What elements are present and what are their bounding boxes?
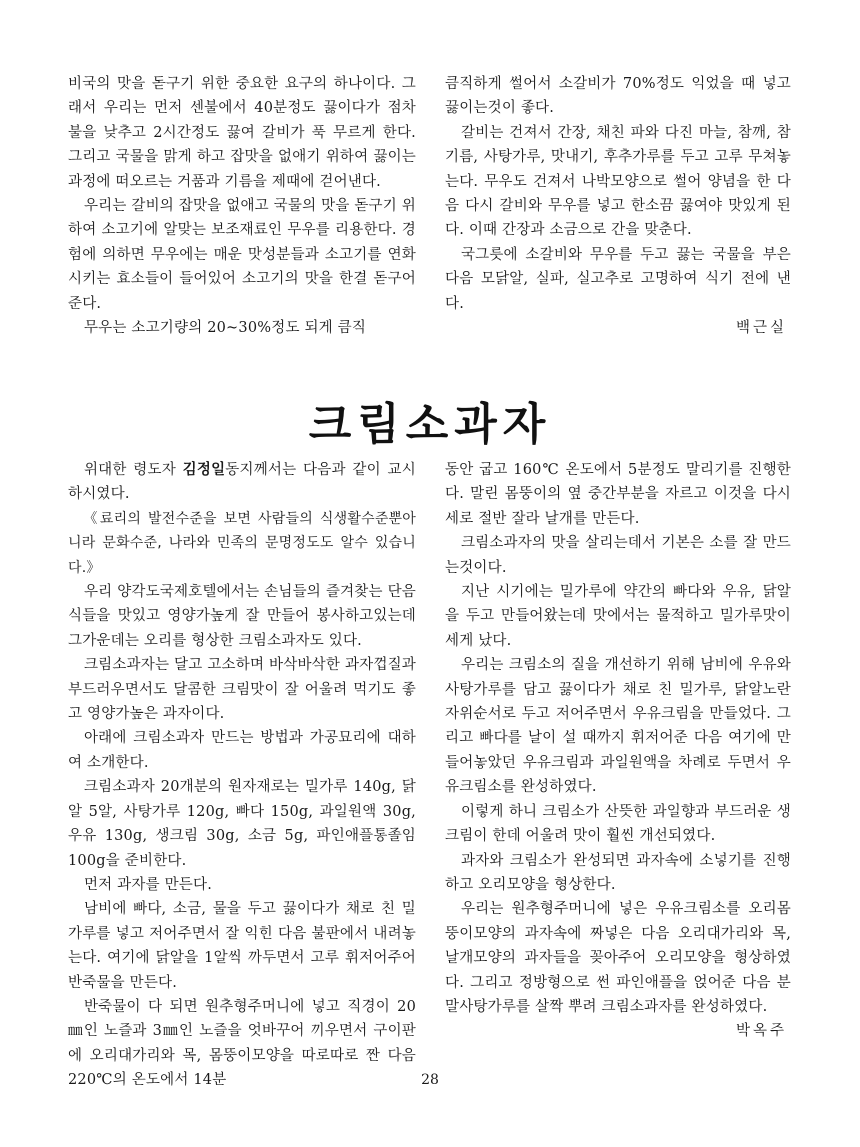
article1-left-column bbox=[68, 72, 416, 340]
paragraph: 비국의 맛을 돋구기 위한 중요한 요구의 하나이다. 그래서 우리는 먼저 센불에서 40분정도 끓이다가 점차 불을 낮추고 2시간정도 끓여 갈비가 푹 무르게 한다. 그리고 국물을 맑게 하고 잡맛을 없애기 위하여 끓이는 과정에 떠오르는 거품과 기름을 제때에 걷어낸다. bbox=[68, 76, 416, 190]
paragraph: 우리 양각도국제호텔에서는 손님들의 즐겨찾는 단음식들을 맛있고 영양가높게 잘 만들어 봉사하고있는데 그가운데는 오리를 형상한 크림소과자도 있다. bbox=[68, 584, 416, 649]
article2-right-column bbox=[445, 458, 791, 1044]
paragraph: 우리는 크림소의 질을 개선하기 위해 남비에 우유와 사탕가루를 담고 끓이다가 채로 친 밀가루, 닭알노란자위순서로 두고 저어주면서 우유크림을 만들었다. 그리고 빠다를 날이 설 때까지 휘저어준 다음 여기에 만들어놓았던 우유크림과 과일원액을 차례로 두면서 우유크림소를 완성하였다. bbox=[445, 657, 791, 796]
paragraph: 아래에 크림소과자 만드는 방법과 가공묘리에 대하여 소개한다. bbox=[68, 730, 416, 771]
article2-title: 크림소과자 bbox=[308, 399, 552, 450]
paragraph: 반죽물이 다 되면 원추형주머니에 넣고 직경이 20㎜인 노즐과 3㎜인 노즐을 엇바꾸어 끼우면서 구이판에 오리대가리와 목, 몸뚱이모양을 따로따로 짠 다음 220℃의 온도에서 14분 bbox=[68, 998, 416, 1089]
paragraph: 우리는 원추형주머니에 넣은 우유크림소를 오리몸뚱이모양의 과자속에 짜넣은 다음 오리대가리와 목, 날개모양의 과자들을 꽂아주어 오리모양을 형상하였다. 그리고 정방형으로 썬 파인애플을 얹어준 다음 분말사탕가루를 살짝 뿌려 크림소과자를 완성하였다. bbox=[445, 901, 791, 1015]
quotation: 《료리의 발전수준을 보면 사람들의 식생활수준뿐아니라 문화수준, 나라와 민족의 문명정도도 알수 있습니다.》 bbox=[68, 510, 416, 576]
paragraph: 국그릇에 소갈비와 무우를 두고 끓는 국물을 부은 다음 모닭알, 실파, 실고추로 고명하여 식기 전에 낸다. bbox=[445, 246, 791, 312]
paragraph: 먼저 과자를 만든다. bbox=[83, 876, 213, 893]
paragraph: 갈비는 건져서 간장, 채친 파와 다진 마늘, 참깨, 참기름, 사탕가루, 맛내기, 후추가루를 두고 고루 무쳐놓는다. 무우도 건져서 나박모양으로 썰어 양념을 한 다음 다시 갈비와 무우를 넣고 한소끔 끓여야 맛있게 된다. 이때 간장과 소금으로 간을 맞춘다. bbox=[445, 124, 791, 239]
article1-author: 백근실 bbox=[735, 320, 787, 337]
paragraph: 크림소과자는 달고 고소하며 바삭바삭한 과자껍질과 부드러우면서도 달콤한 크림맛이 잘 어울려 먹기도 좋고 영양가높은 과자이다. bbox=[68, 657, 416, 723]
intro-paragraph bbox=[68, 458, 416, 507]
paragraph: 크림소과자의 맛을 살리는데서 기본은 소를 잘 만드는것이다. bbox=[445, 535, 791, 576]
page-number: 28 bbox=[421, 1072, 439, 1088]
intro-text-pre: 위대한 령도자 bbox=[83, 462, 183, 478]
article1-right-column bbox=[445, 72, 791, 340]
intro-text-post: 동지께서는 다음과 같이 교시하시였다. bbox=[68, 462, 416, 503]
paragraph: 무우는 소고기량의 20~30%정도 되게 큼직 bbox=[83, 320, 367, 337]
paragraph: 남비에 빠다, 소금, 물을 두고 끓이다가 채로 친 밀가루를 넣고 저어주면서 잘 익힌 다음 불판에서 내려놓는다. 여기에 닭알을 1알씩 까두면서 고루 휘저어주어 반죽물을 만든다. bbox=[68, 901, 416, 991]
article2-author: 박옥주 bbox=[735, 1023, 787, 1040]
article2-left-column bbox=[68, 458, 416, 1093]
paragraph: 동안 굽고 160℃ 온도에서 5분정도 말리기를 진행한다. 말린 몸뚱이의 옆 중간부분을 자르고 이것을 다시 세로 절반 잘라 날개를 만든다. bbox=[445, 462, 791, 527]
paragraph: 큼직하게 썰어서 소갈비가 70%정도 익었을 때 넣고 끓이는것이 좋다. bbox=[445, 76, 791, 117]
paragraph: 크림소과자 20개분의 원자재로는 밀가루 140g, 닭알 5알, 사탕가루 120g, 빠다 150g, 과일원액 30g, 우유 130g, 생크림 30g, 소금 5g, 파인애플통졸임 100g을 준비한다. bbox=[68, 779, 416, 869]
paragraph: 과자와 크림소가 완성되면 과자속에 소넣기를 진행하고 오리모양을 형상한다. bbox=[445, 852, 791, 893]
paragraph: 이렇게 하니 크림소가 산뜻한 과일향과 부드러운 생크림이 한데 어울려 맛이 훨씬 개선되였다. bbox=[445, 803, 791, 845]
paragraph: 우리는 갈비의 잡맛을 없애고 국물의 맛을 돋구기 위하여 소고기에 알맞는 보조재료인 무우를 리용한다. 경험에 의하면 무우에는 매운 맛성분들과 소고기를 연화시키는 효소들이 들어있어 소고기의 맛을 한결 돋구어준다. bbox=[68, 198, 416, 312]
paragraph: 지난 시기에는 밀가루에 약간의 빠다와 우유, 닭알을 두고 만들어왔는데 맛에서는 물적하고 밀가루맛이 세게 났다. bbox=[445, 584, 791, 649]
leader-name: 김정일 bbox=[182, 462, 226, 478]
